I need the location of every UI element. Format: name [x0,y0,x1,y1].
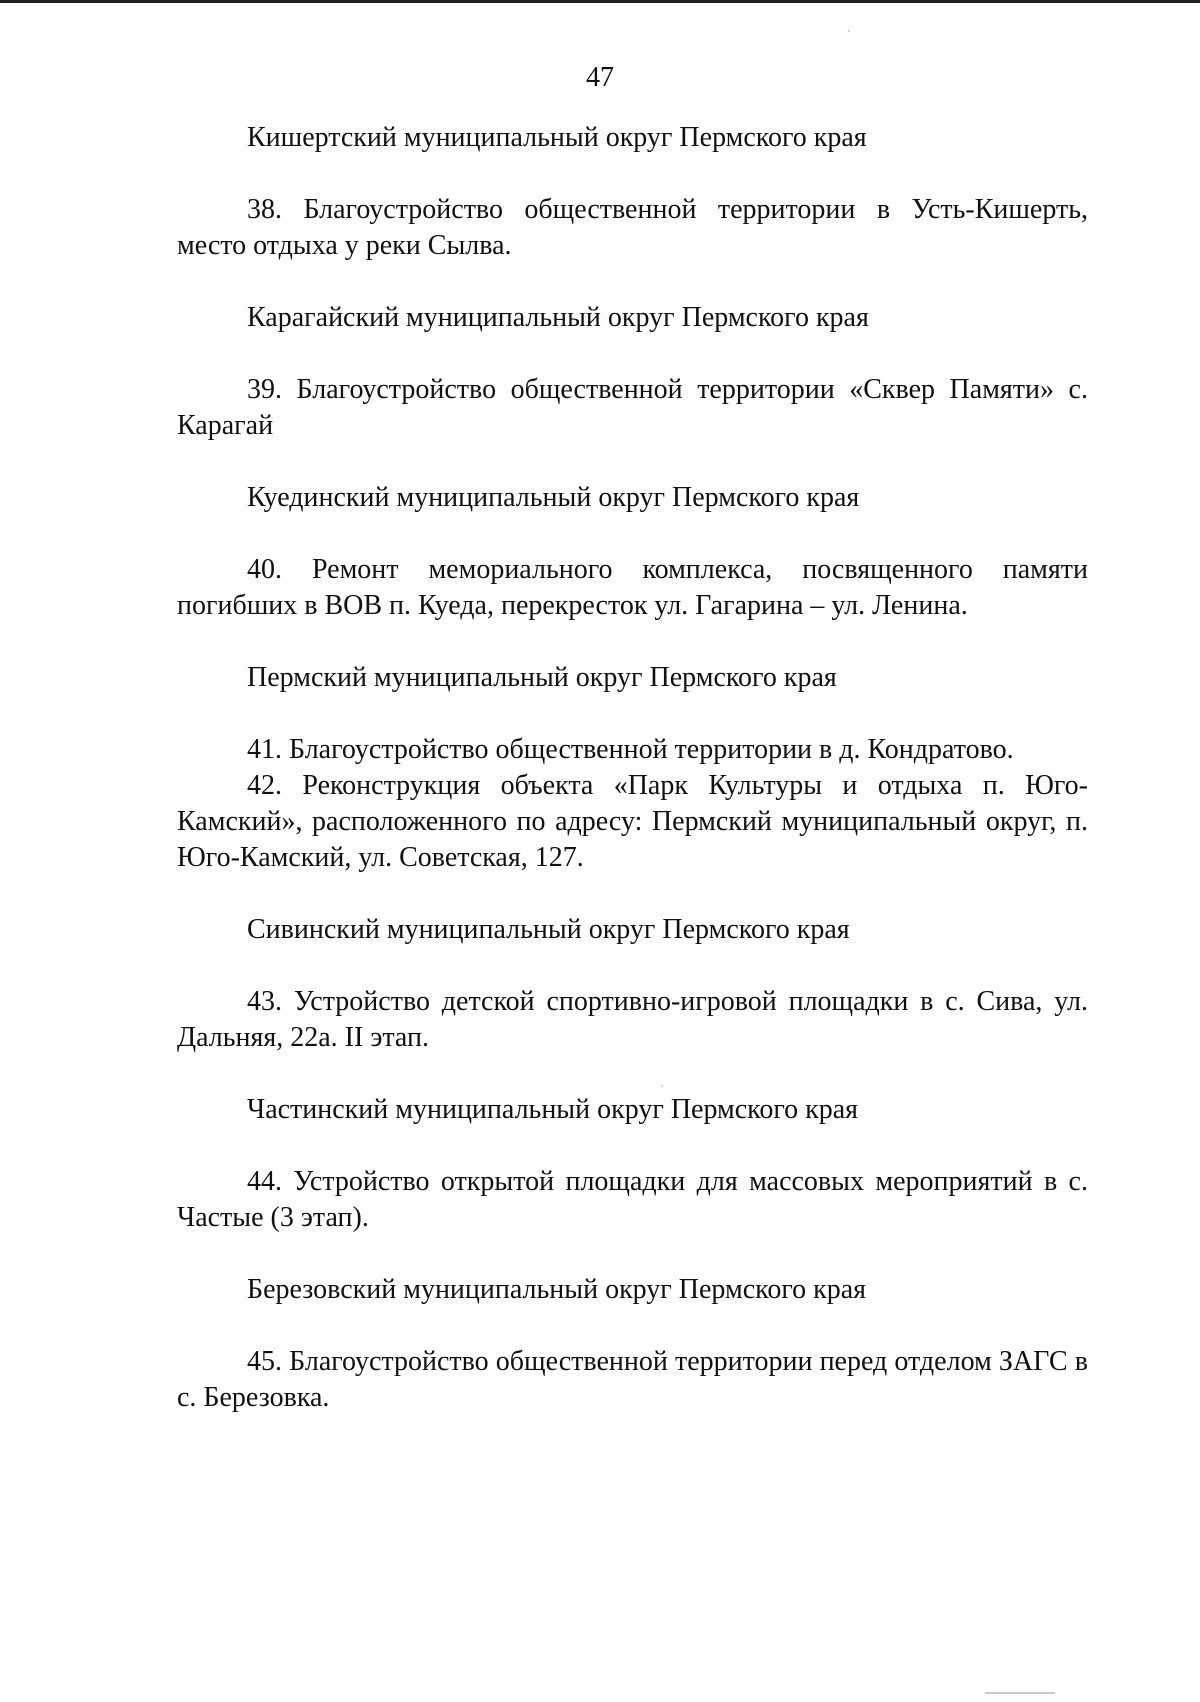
section-heading-kishert: Кишертский муниципальный округ Пермского края [247,122,867,153]
list-item-45: 45. Благоустройство общественной территории перед отделом ЗАГС в с. Березовка. [177,1346,1088,1413]
section-heading-chastye: Частинский муниципальный округ Пермского края [247,1094,859,1125]
list-item-43: 43. Устройство детской спортивно-игровой площадки в с. Сива, ул. Дальняя, 22а. II этап. [177,986,1088,1053]
page-number: 47 [586,62,614,93]
section-heading-perm: Пермский муниципальный округ Пермского края [247,662,837,693]
document-body [177,120,1088,1416]
scan-speck [661,1085,663,1087]
list-item-42: 42. Реконструкция объекта «Парк Культуры и отдыха п. Юго-Камский», расположенного по адресу: Пермский муниципальный округ, п. Юго-Камский, ул. Советская, 127. [177,770,1088,873]
section-heading-siva: Сивинский муниципальный округ Пермского края [247,914,850,945]
scan-speck [848,30,850,32]
list-item-41: 41. Благоустройство общественной территории в д. Кондратово. [247,734,1014,765]
section-heading-kueda: Куединский муниципальный округ Пермского края [247,482,860,513]
section-heading-karagay: Карагайский муниципальный округ Пермского края [247,302,869,333]
scan-top-edge [0,0,1200,3]
list-item-38: 38. Благоустройство общественной территории в Усть-Кишерть, место отдыха у реки Сылва. [177,194,1088,261]
list-item-44: 44. Устройство открытой площадки для массовых мероприятий в с. Частые (3 этап). [177,1166,1088,1233]
list-item-39: 39. Благоустройство общественной территории «Сквер Памяти» с. Карагай [177,374,1088,441]
scan-speck [985,1692,1055,1694]
list-item-40: 40. Ремонт мемориального комплекса, посвященного памяти погибших в ВОВ п. Куеда, перекресток ул. Гагарина – ул. Ленина. [177,554,1088,621]
section-heading-berezovka: Березовский муниципальный округ Пермского края [247,1274,867,1305]
